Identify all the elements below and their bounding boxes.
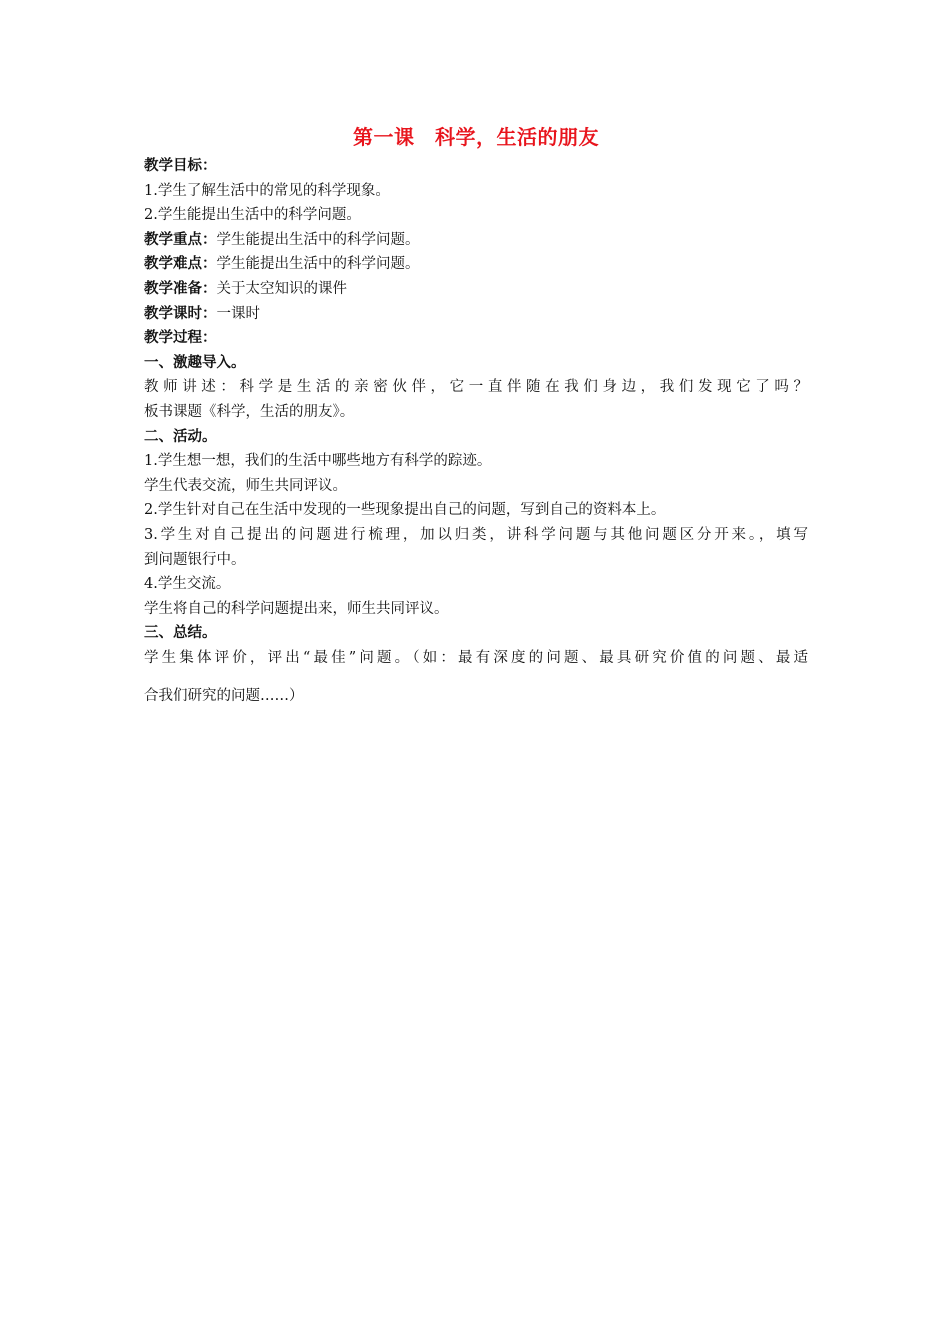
difficulty-label: 教学难点： xyxy=(144,255,217,273)
document-body xyxy=(144,122,808,709)
section2-item2: 2.学生针对自己在生活中发现的一些现象提出自己的问题，写到自己的资料本上。 xyxy=(144,502,666,519)
process-heading: 教学过程： xyxy=(144,329,217,347)
difficulty-text: 学生能提出生活中的科学问题。 xyxy=(216,256,420,273)
section2-item4: 4.学生交流。 xyxy=(144,576,231,593)
preparation-row xyxy=(144,277,808,302)
section3-heading: 三、总结。 xyxy=(144,624,217,642)
key-point-label: 教学重点： xyxy=(144,230,217,248)
document-title: 第一课 科学，生活的朋友 xyxy=(353,125,599,149)
section1-line1: 教师讲述：科学是生活的亲密伙伴，它一直伴随在我们身边，我们发现它了吗？ xyxy=(144,379,808,396)
section2-item3-line1: 3.学生对自己提出的问题进行梳理，加以归类，讲科学问题与其他问题区分开来。，填写 xyxy=(144,526,808,543)
difficulty-row xyxy=(144,252,808,277)
section2-item4-note: 学生将自己的科学问题提出来，师生共同评议。 xyxy=(144,600,449,617)
periods-text: 一课时 xyxy=(216,305,260,322)
section2-item1-note: 学生代表交流，师生共同评议。 xyxy=(144,477,347,494)
objective-2: 2.学生能提出生活中的科学问题。 xyxy=(144,207,361,224)
periods-row xyxy=(144,302,808,327)
section3-line1: 学生集体评价，评出“最佳”问题。（如：最有深度的问题、最具研究价值的问题、最适 xyxy=(144,649,808,666)
objective-1: 1.学生了解生活中的常见的科学现象。 xyxy=(144,182,390,199)
key-point-row xyxy=(144,228,808,253)
section3-line2: 合我们研究的问题……） xyxy=(144,688,304,705)
section1-heading: 一、激趣导入。 xyxy=(144,353,246,371)
preparation-label: 教学准备： xyxy=(144,279,217,297)
section2-item3-line2: 到问题银行中。 xyxy=(144,551,246,568)
section2-item1: 1.学生想一想，我们的生活中哪些地方有科学的踪迹。 xyxy=(144,453,492,470)
periods-label: 教学课时： xyxy=(144,304,217,322)
preparation-text: 关于太空知识的课件 xyxy=(216,280,347,297)
key-point-text: 学生能提出生活中的科学问题。 xyxy=(216,231,420,248)
objectives-heading: 教学目标： xyxy=(144,157,217,174)
section1-line2: 板书课题《科学，生活的朋友》。 xyxy=(144,403,355,420)
section2-heading: 二、活动。 xyxy=(144,427,217,445)
